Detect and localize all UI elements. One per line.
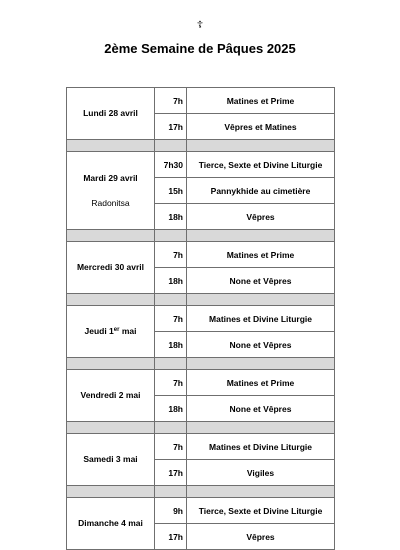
office-cell: None et Vêpres: [187, 332, 335, 358]
table-row: [67, 242, 335, 268]
time-cell: 7h30: [155, 152, 187, 178]
office-cell: Vigiles: [187, 460, 335, 486]
day-cell: [67, 152, 155, 230]
office-cell: Vêpres et Matines: [187, 114, 335, 140]
separator-row: [67, 486, 335, 498]
time-cell: 15h: [155, 178, 187, 204]
office-cell: Vêpres: [187, 204, 335, 230]
table-row: [67, 306, 335, 332]
table-row: [67, 370, 335, 396]
table-row: [67, 88, 335, 114]
time-cell: 9h: [155, 498, 187, 524]
separator-row: [67, 140, 335, 152]
page-title: 2ème Semaine de Pâques 2025: [104, 41, 296, 56]
office-cell: Matines et Prime: [187, 370, 335, 396]
time-cell: 7h: [155, 88, 187, 114]
office-cell: Matines et Prime: [187, 88, 335, 114]
separator-row: [67, 230, 335, 242]
orthodox-cross-icon: ☦: [196, 20, 204, 31]
office-cell: Tierce, Sexte et Divine Liturgie: [187, 152, 335, 178]
separator-row: [67, 294, 335, 306]
day-cell: Mercredi 30 avril: [67, 242, 155, 294]
table-row: [67, 498, 335, 524]
time-cell: 18h: [155, 332, 187, 358]
office-cell: Matines et Divine Liturgie: [187, 434, 335, 460]
time-cell: 7h: [155, 242, 187, 268]
time-cell: 7h: [155, 370, 187, 396]
separator-row: [67, 358, 335, 370]
time-cell: 17h: [155, 524, 187, 550]
office-cell: None et Vêpres: [187, 268, 335, 294]
table-row: [67, 152, 335, 178]
table-row: [67, 434, 335, 460]
office-cell: Matines et Prime: [187, 242, 335, 268]
office-cell: Vêpres: [187, 524, 335, 550]
day-cell: Lundi 28 avril: [67, 88, 155, 140]
office-cell: None et Vêpres: [187, 396, 335, 422]
separator-row: [67, 422, 335, 434]
time-cell: 18h: [155, 396, 187, 422]
day-cell: Samedi 3 mai: [67, 434, 155, 486]
time-cell: 18h: [155, 268, 187, 294]
ordinal-suffix: er: [113, 327, 120, 333]
office-cell: Tierce, Sexte et Divine Liturgie: [187, 498, 335, 524]
day-label: Mardi 29 avril: [83, 172, 138, 183]
time-cell: 18h: [155, 204, 187, 230]
day-subtitle: Radonitsa: [91, 197, 130, 208]
office-cell: Pannykhide au cimetière: [187, 178, 335, 204]
office-cell: Matines et Divine Liturgie: [187, 306, 335, 332]
day-label: Jeudi 1: [84, 326, 114, 336]
day-cell: Vendredi 2 mai: [67, 370, 155, 422]
day-cell: Dimanche 4 mai: [67, 498, 155, 550]
time-cell: 7h: [155, 306, 187, 332]
time-cell: 17h: [155, 460, 187, 486]
day-label-end: mai: [119, 326, 137, 336]
day-cell: [67, 306, 155, 358]
schedule-table: [66, 87, 335, 550]
time-cell: 17h: [155, 114, 187, 140]
time-cell: 7h: [155, 434, 187, 460]
